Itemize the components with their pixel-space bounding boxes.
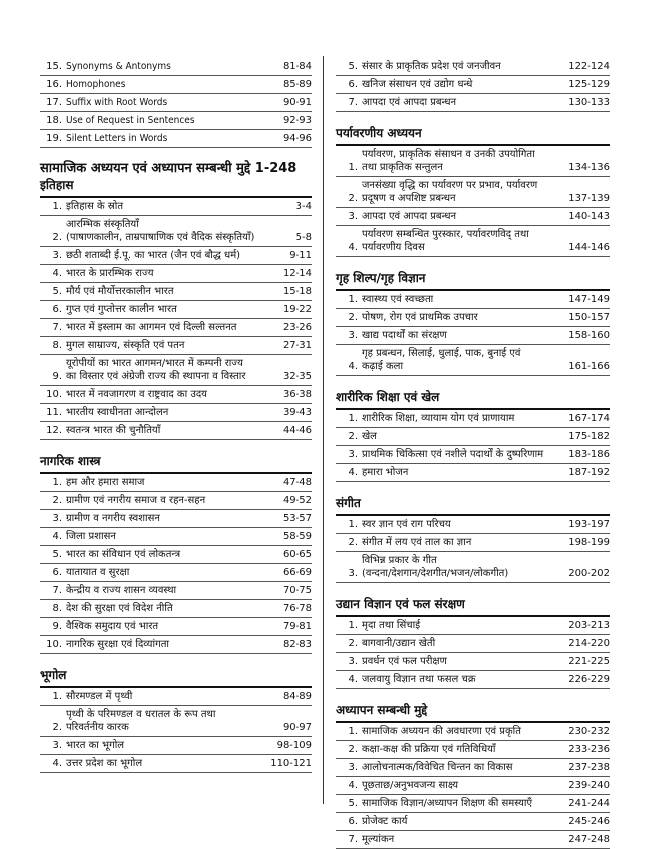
entry-pages: 36-38 — [282, 389, 312, 400]
entry-number: 16. — [46, 79, 62, 90]
toc-entry — [336, 76, 610, 94]
entry-pages: 122-124 — [568, 61, 610, 72]
entry-number: 4. — [348, 361, 358, 372]
entry-pages: 9-11 — [289, 250, 312, 261]
entry-title: पूछताछ/अनुभवजन्य साक्ष्य — [362, 780, 459, 791]
entry-title: प्राथमिक चिकित्सा एवं नशीले पदार्थों के दुष्परिणाम — [362, 449, 544, 460]
entry-title: Suffix with Root Words — [66, 97, 168, 108]
entry-number: 10. — [46, 389, 62, 400]
entry-title: विभिन्न प्रकार के गीत (वन्दना/देशगान/देशगीत/भजन/लोकगीत) — [362, 555, 509, 579]
entry-number: 5. — [52, 286, 62, 297]
entry-number: 7. — [52, 585, 62, 596]
section-heading: उद्यान विज्ञान एवं फल संरक्षण — [336, 595, 610, 617]
entry-number: 10. — [46, 639, 62, 650]
entry-title: भारत का भूगोल — [66, 740, 125, 751]
entry-title: आपदा एवं आपदा प्रबन्धन — [362, 97, 457, 108]
toc-right-column — [336, 58, 610, 849]
entry-number: 1. — [348, 620, 358, 631]
entry-number: 19. — [46, 133, 62, 144]
entry-title: Silent Letters in Words — [66, 133, 168, 144]
entry-number: 1. — [348, 413, 358, 424]
entry-title: नागरिक सुरक्षा एवं दिव्यांगता — [66, 639, 169, 650]
entry-pages: 85-89 — [282, 79, 312, 90]
toc-entry — [40, 600, 312, 618]
toc-entry — [40, 247, 312, 265]
toc-entry — [336, 723, 610, 741]
entry-title: आपदा एवं आपदा प्रबन्धन — [362, 211, 457, 222]
toc-entry — [336, 759, 610, 777]
entry-number: 4. — [348, 780, 358, 791]
entry-pages: 187-192 — [568, 467, 610, 478]
entry-pages: 200-202 — [568, 568, 610, 579]
toc-entry — [336, 795, 610, 813]
entry-number: 12. — [46, 425, 62, 436]
entry-pages: 12-14 — [282, 268, 312, 279]
entry-number: 15. — [46, 61, 62, 72]
entry-title: जिला प्रशासन — [66, 531, 116, 542]
entry-number: 7. — [348, 97, 358, 108]
toc-entry — [40, 546, 312, 564]
toc-entry — [336, 58, 610, 76]
entry-pages: 70-75 — [282, 585, 312, 596]
entry-number: 1. — [348, 519, 358, 530]
entry-pages: 230-232 — [568, 726, 610, 737]
entry-pages: 82-83 — [282, 639, 312, 650]
toc-entry — [40, 510, 312, 528]
entry-title: हमारा भोजन — [362, 467, 409, 478]
toc-entry — [336, 309, 610, 327]
entry-title: पर्यावरण, प्राकृतिक संसाधन व उनकी उपयोगिता तथा प्राकृतिक सन्तुलन — [362, 149, 535, 173]
entry-title: Synonyms & Antonyms — [66, 61, 171, 72]
toc-entry — [336, 226, 610, 257]
entry-number: 7. — [52, 322, 62, 333]
entry-title: जलवायु विज्ञान तथा फसल चक्र — [362, 674, 476, 685]
toc-entry — [40, 422, 312, 440]
entry-number: 11. — [46, 407, 62, 418]
entry-number: 6. — [52, 567, 62, 578]
entry-title: सामाजिक अध्ययन की अवधारणा एवं प्रकृति — [362, 726, 521, 737]
section-heading: शारीरिक शिक्षा एवं खेल — [336, 388, 610, 410]
toc-entry — [40, 283, 312, 301]
entry-pages: 144-146 — [568, 242, 610, 253]
entry-title: पोषण, रोग एवं प्राथमिक उपचार — [362, 312, 478, 323]
entry-title: यूरोपीयों का भारत आगमन/भारत में कम्पनी राज्य का विस्तार एवं अंग्रेजी राज्य की स्थापना व विस्तार — [66, 358, 246, 382]
entry-number: 2. — [348, 744, 358, 755]
main-heading: सामाजिक अध्ययन एवं अध्यापन सम्बन्धी मुद्दे 1-248 — [40, 161, 297, 176]
section-heading: गृह शिल्प/गृह विज्ञान — [336, 269, 610, 291]
entry-pages: 15-18 — [282, 286, 312, 297]
toc-entry — [336, 534, 610, 552]
entry-number: 1. — [52, 477, 62, 488]
toc-entry — [336, 177, 610, 208]
entry-title: स्वर ज्ञान एवं राग परिचय — [362, 519, 451, 530]
entry-number: 2. — [52, 722, 62, 733]
toc-entry — [336, 94, 610, 112]
entry-number: 8. — [52, 603, 62, 614]
toc-entry — [40, 582, 312, 600]
entry-number: 3. — [52, 513, 62, 524]
entry-number: 1. — [52, 691, 62, 702]
toc-entry — [40, 706, 312, 737]
section-heading: पर्यावरणीय अध्ययन — [336, 124, 610, 146]
entry-pages: 76-78 — [282, 603, 312, 614]
toc-entry — [40, 528, 312, 546]
entry-pages: 81-84 — [282, 61, 312, 72]
entry-title: बागवानी/उद्यान खेती — [362, 638, 436, 649]
toc-entry — [40, 737, 312, 755]
toc-entry — [40, 112, 312, 130]
toc-entry — [336, 146, 610, 177]
entry-number: 6. — [348, 79, 358, 90]
entry-title: यातायात व सुरक्षा — [66, 567, 130, 578]
entry-number: 3. — [52, 250, 62, 261]
entry-number: 3. — [348, 330, 358, 341]
entry-title: भारत में इस्लाम का आगमन एवं दिल्ली सल्तनत — [66, 322, 237, 333]
entry-pages: 158-160 — [568, 330, 610, 341]
entry-title: मृदा तथा सिंचाई — [362, 620, 421, 631]
entry-number: 5. — [348, 798, 358, 809]
entry-title: इतिहास के स्रोत — [66, 201, 124, 212]
section-heading: नागरिक शास्त्र — [40, 452, 312, 474]
entry-title: आरम्भिक संस्कृतियाँ (पाषाणकालीन, ताम्रपाषाणिक एवं वैदिक संस्कृतियाँ) — [66, 219, 255, 243]
toc-entry — [336, 291, 610, 309]
toc-entry — [336, 653, 610, 671]
toc-entry — [40, 216, 312, 247]
toc-left-column — [40, 58, 312, 773]
entry-pages: 90-91 — [282, 97, 312, 108]
entry-title: कक्षा-कक्ष की प्रक्रिया एवं गतिविधियाँ — [362, 744, 496, 755]
entry-title: मूल्यांकन — [362, 834, 395, 845]
entry-pages: 214-220 — [568, 638, 610, 649]
toc-entry — [40, 355, 312, 386]
entry-number: 1. — [348, 162, 358, 173]
toc-entry — [40, 58, 312, 76]
entry-number: 9. — [52, 371, 62, 382]
entry-pages: 147-149 — [568, 294, 610, 305]
toc-entry — [336, 464, 610, 482]
entry-pages: 226-229 — [568, 674, 610, 685]
entry-title: गुप्त एवं गुप्तोत्तर कालीन भारत — [66, 304, 177, 315]
entry-title: पृथ्वी के परिमण्डल व धरातल के रूप तथा परिवर्तनीय कारक — [66, 709, 216, 733]
entry-title: गृह प्रबन्धन, सिलाई, धुलाई, पाक, बुनाई एवं कढ़ाई कला — [362, 348, 521, 372]
toc-entry — [40, 265, 312, 283]
entry-number: 4. — [348, 674, 358, 685]
entry-title: भारत के प्रारम्भिक राज्य — [66, 268, 154, 279]
toc-entry — [40, 94, 312, 112]
entry-pages: 175-182 — [568, 431, 610, 442]
entry-title: उत्तर प्रदेश का भूगोल — [66, 758, 143, 769]
entry-pages: 60-65 — [282, 549, 312, 560]
entry-number: 4. — [52, 268, 62, 279]
entry-pages: 134-136 — [568, 162, 610, 173]
entry-pages: 150-157 — [568, 312, 610, 323]
entry-title: केन्द्रीय व राज्य शासन व्यवस्था — [66, 585, 177, 596]
toc-entry — [40, 404, 312, 422]
entry-pages: 140-143 — [568, 211, 610, 222]
entry-pages: 245-246 — [568, 816, 610, 827]
entry-pages: 66-69 — [282, 567, 312, 578]
entry-number: 2. — [52, 495, 62, 506]
entry-title: आलोचनात्मक/विवेचित चिन्तन का विकास — [362, 762, 513, 773]
entry-title: खेल — [362, 431, 377, 442]
entry-pages: 98-109 — [276, 740, 312, 751]
entry-number: 2. — [348, 537, 358, 548]
entry-title: छठी शताब्दी ई.पू. का भारत (जैन एवं बौद्ध धर्म) — [66, 250, 241, 261]
entry-number: 6. — [52, 304, 62, 315]
entry-title: मुगल साम्राज्य, संस्कृति एवं पतन — [66, 340, 185, 351]
section-heading: अध्यापन सम्बन्धी मुद्दे — [336, 701, 610, 723]
entry-number: 3. — [348, 568, 358, 579]
entry-title: स्वतन्त्र भारत की चुनौतियाँ — [66, 425, 161, 436]
entry-title: हम और हमारा समाज — [66, 477, 145, 488]
entry-number: 1. — [52, 201, 62, 212]
entry-title: जनसंख्या वृद्धि का पर्यावरण पर प्रभाव, पर्यावरण प्रदूषण व अपशिष्ट प्रबन्धन — [362, 180, 538, 204]
entry-number: 1. — [348, 726, 358, 737]
entry-pages: 47-48 — [282, 477, 312, 488]
entry-number: 18. — [46, 115, 62, 126]
entry-pages: 198-199 — [568, 537, 610, 548]
toc-entry — [40, 688, 312, 706]
entry-title: स्वास्थ्य एवं स्वच्छता — [362, 294, 434, 305]
entry-pages: 161-166 — [568, 361, 610, 372]
entry-title: प्रोजेक्ट कार्य — [362, 816, 408, 827]
toc-entry — [40, 130, 312, 148]
entry-pages: 49-52 — [282, 495, 312, 506]
toc-entry — [336, 635, 610, 653]
entry-pages: 84-89 — [282, 691, 312, 702]
entry-number: 8. — [52, 340, 62, 351]
entry-title: सौरमण्डल में पृथ्वी — [66, 691, 133, 702]
toc-entry — [40, 337, 312, 355]
entry-pages: 247-248 — [568, 834, 610, 845]
entry-pages: 183-186 — [568, 449, 610, 460]
section-heading: इतिहास — [40, 176, 312, 198]
toc-entry — [336, 446, 610, 464]
entry-title: Homophones — [66, 79, 126, 90]
entry-title: खाद्य पदार्थों का संरक्षण — [362, 330, 447, 341]
toc-entry — [336, 516, 610, 534]
toc-entry — [40, 618, 312, 636]
toc-entry — [336, 428, 610, 446]
entry-pages: 27-31 — [282, 340, 312, 351]
entry-pages: 241-244 — [568, 798, 610, 809]
column-divider — [323, 56, 324, 804]
entry-pages: 79-81 — [282, 621, 312, 632]
entry-pages: 221-225 — [568, 656, 610, 667]
entry-number: 2. — [348, 638, 358, 649]
entry-title: भारत का संविधान एवं लोकतन्त्र — [66, 549, 181, 560]
entry-number: 3. — [348, 656, 358, 667]
toc-entry — [40, 319, 312, 337]
entry-number: 3. — [348, 449, 358, 460]
entry-number: 17. — [46, 97, 62, 108]
entry-title: संगीत में लय एवं ताल का ज्ञान — [362, 537, 472, 548]
entry-number: 3. — [348, 762, 358, 773]
toc-entry — [336, 831, 610, 849]
entry-number: 5. — [348, 61, 358, 72]
entry-number: 4. — [348, 242, 358, 253]
entry-number: 2. — [52, 232, 62, 243]
toc-entry — [40, 492, 312, 510]
toc-entry — [336, 813, 610, 831]
entry-pages: 110-121 — [270, 758, 312, 769]
section-heading: संगीत — [336, 494, 610, 516]
entry-pages: 239-240 — [568, 780, 610, 791]
entry-title: ग्रामीण व नगरीय स्वशासन — [66, 513, 160, 524]
toc-entry — [336, 410, 610, 428]
entry-pages: 19-22 — [282, 304, 312, 315]
entry-number: 4. — [348, 467, 358, 478]
entry-number: 3. — [348, 211, 358, 222]
toc-entry — [40, 636, 312, 654]
toc-entry — [336, 345, 610, 376]
entry-title: सामाजिक विज्ञान/अध्यापन शिक्षण की समस्याएँ — [362, 798, 533, 809]
entry-title: खनिज संसाधन एवं उद्योग धन्धे — [362, 79, 473, 90]
entry-pages: 23-26 — [282, 322, 312, 333]
entry-title: भारत में नवजागरण व राष्ट्रवाद का उदय — [66, 389, 207, 400]
toc-entry — [336, 552, 610, 583]
toc-entry — [40, 564, 312, 582]
entry-number: 1. — [348, 294, 358, 305]
entry-pages: 5-8 — [295, 232, 312, 243]
section-heading: भूगोल — [40, 666, 312, 688]
entry-number: 7. — [348, 834, 358, 845]
entry-pages: 92-93 — [282, 115, 312, 126]
toc-entry — [40, 301, 312, 319]
entry-pages: 94-96 — [282, 133, 312, 144]
entry-number: 3. — [52, 740, 62, 751]
entry-title: पर्यावरण सम्बन्धित पुरस्कार, पर्यावरणविद् तथा पर्यावरणीय दिवस — [362, 229, 529, 253]
entry-title: वैश्विक समुदाय एवं भारत — [66, 621, 159, 632]
entry-title: Use of Request in Sentences — [66, 115, 195, 126]
entry-pages: 53-57 — [282, 513, 312, 524]
entry-pages: 203-213 — [568, 620, 610, 631]
entry-number: 6. — [348, 816, 358, 827]
entry-pages: 3-4 — [295, 201, 312, 212]
toc-entry — [336, 617, 610, 635]
entry-number: 9. — [52, 621, 62, 632]
entry-title: शारीरिक शिक्षा, व्यायाम योग एवं प्राणायाम — [362, 413, 515, 424]
entry-number: 5. — [52, 549, 62, 560]
entry-pages: 44-46 — [282, 425, 312, 436]
toc-entry — [40, 386, 312, 404]
toc-entry — [336, 671, 610, 689]
entry-title: संसार के प्राकृतिक प्रदेश एवं जनजीवन — [362, 61, 501, 72]
entry-pages: 167-174 — [568, 413, 610, 424]
entry-pages: 90-97 — [282, 722, 312, 733]
toc-entry — [336, 777, 610, 795]
entry-pages: 233-236 — [568, 744, 610, 755]
entry-title: प्रवर्धन एवं फल परीक्षण — [362, 656, 447, 667]
toc-entry — [40, 755, 312, 773]
entry-number: 2. — [348, 312, 358, 323]
entry-pages: 130-133 — [568, 97, 610, 108]
entry-pages: 137-139 — [568, 193, 610, 204]
entry-title: भारतीय स्वाधीनता आन्दोलन — [66, 407, 169, 418]
entry-number: 2. — [348, 431, 358, 442]
entry-title: मौर्य एवं मौर्योत्तरकालीन भारत — [66, 286, 174, 297]
entry-number: 2. — [348, 193, 358, 204]
entry-pages: 39-43 — [282, 407, 312, 418]
entry-pages: 32-35 — [282, 371, 312, 382]
toc-entry — [336, 208, 610, 226]
entry-title: ग्रामीण एवं नगरीय समाज व रहन-सहन — [66, 495, 206, 506]
toc-entry — [40, 198, 312, 216]
entry-pages: 193-197 — [568, 519, 610, 530]
toc-entry — [336, 327, 610, 345]
entry-pages: 125-129 — [568, 79, 610, 90]
toc-entry — [40, 474, 312, 492]
toc-entry — [40, 76, 312, 94]
entry-number: 4. — [52, 531, 62, 542]
toc-entry — [336, 741, 610, 759]
entry-title: देश की सुरक्षा एवं विदेश नीति — [66, 603, 173, 614]
entry-pages: 58-59 — [282, 531, 312, 542]
entry-number: 4. — [52, 758, 62, 769]
entry-pages: 237-238 — [568, 762, 610, 773]
